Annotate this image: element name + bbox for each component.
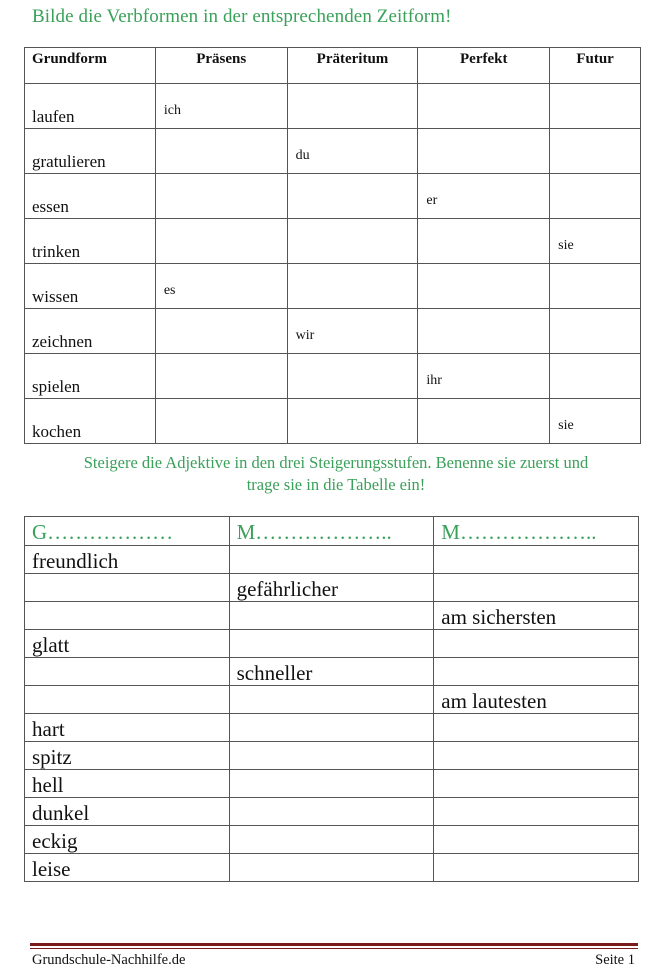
adjective-cell bbox=[229, 686, 434, 714]
adjective-task-title-line1: Steigere die Adjektive in den drei Steigerungsstufen. Benenne sie zuerst und bbox=[83, 453, 589, 472]
adjective-table bbox=[24, 516, 639, 882]
adjective-cell bbox=[434, 770, 639, 798]
adjective-task-title-line2: trage sie in die Tabelle ein! bbox=[246, 475, 426, 494]
verb-row bbox=[25, 129, 641, 174]
verb-row bbox=[25, 309, 641, 354]
adjective-cell: hart bbox=[25, 714, 230, 742]
adjective-row bbox=[25, 686, 639, 714]
verb-pronoun: wir bbox=[295, 328, 315, 343]
header-mittelstufe: M……………….. bbox=[229, 517, 434, 546]
adjective-row bbox=[25, 630, 639, 658]
verb-row bbox=[25, 354, 641, 399]
verb-answer-cell bbox=[155, 219, 287, 264]
verb-pronoun: es bbox=[163, 283, 176, 298]
footer-rule-thick bbox=[30, 943, 638, 946]
adjective-cell bbox=[229, 714, 434, 742]
adjective-cell bbox=[434, 630, 639, 658]
verb-answer-cell bbox=[550, 84, 641, 129]
verb-pronoun: er bbox=[426, 193, 438, 208]
verb-base-form: zeichnen bbox=[25, 309, 156, 354]
adjective-cell bbox=[229, 742, 434, 770]
verb-answer-cell bbox=[287, 174, 418, 219]
adjective-cell: schneller bbox=[229, 658, 434, 686]
adjective-cell bbox=[434, 854, 639, 882]
verb-base-form: kochen bbox=[25, 399, 156, 444]
adjective-row bbox=[25, 770, 639, 798]
verb-row bbox=[25, 264, 641, 309]
verb-answer-cell bbox=[155, 129, 287, 174]
adjective-row bbox=[25, 798, 639, 826]
verb-answer-cell bbox=[155, 354, 287, 399]
adjective-cell bbox=[25, 658, 230, 686]
adjective-row bbox=[25, 658, 639, 686]
verb-base-form: gratulieren bbox=[25, 129, 156, 174]
verb-row bbox=[25, 399, 641, 444]
verb-base-form: essen bbox=[25, 174, 156, 219]
adjective-cell: dunkel bbox=[25, 798, 230, 826]
adjective-cell bbox=[229, 546, 434, 574]
verb-pronoun: ihr bbox=[426, 373, 442, 388]
verb-answer-cell bbox=[418, 219, 550, 264]
adjective-task-title bbox=[30, 452, 642, 496]
adjective-row bbox=[25, 602, 639, 630]
verb-answer-cell bbox=[418, 399, 550, 444]
verb-answer-cell bbox=[550, 219, 641, 264]
verb-answer-cell bbox=[287, 354, 418, 399]
adjective-cell bbox=[434, 546, 639, 574]
verb-table bbox=[24, 47, 641, 444]
adjective-cell: leise bbox=[25, 854, 230, 882]
adjective-cell bbox=[434, 658, 639, 686]
adjective-cell bbox=[25, 574, 230, 602]
adjective-cell: am sichersten bbox=[434, 602, 639, 630]
adjective-cell bbox=[434, 798, 639, 826]
adjective-cell bbox=[25, 686, 230, 714]
verb-answer-cell bbox=[550, 354, 641, 399]
footer-page-number: Seite 1 bbox=[595, 952, 635, 968]
verb-table-header-row bbox=[25, 48, 641, 84]
header-praesens: Präsens bbox=[155, 48, 287, 84]
adjective-row bbox=[25, 714, 639, 742]
adjective-cell: spitz bbox=[25, 742, 230, 770]
verb-answer-cell bbox=[550, 264, 641, 309]
verb-row bbox=[25, 174, 641, 219]
verb-answer-cell bbox=[287, 309, 418, 354]
verb-base-form: laufen bbox=[25, 84, 156, 129]
adjective-cell bbox=[229, 630, 434, 658]
verb-base-form: spielen bbox=[25, 354, 156, 399]
verb-answer-cell bbox=[155, 174, 287, 219]
adjective-cell: am lautesten bbox=[434, 686, 639, 714]
adjective-cell bbox=[229, 826, 434, 854]
verb-row bbox=[25, 219, 641, 264]
verb-pronoun: sie bbox=[558, 238, 574, 253]
header-perfekt: Perfekt bbox=[418, 48, 550, 84]
verb-answer-cell bbox=[550, 174, 641, 219]
verb-answer-cell bbox=[550, 129, 641, 174]
verb-base-form: wissen bbox=[25, 264, 156, 309]
header-grundform: Grundform bbox=[25, 48, 156, 84]
verb-answer-cell bbox=[287, 264, 418, 309]
adjective-row bbox=[25, 742, 639, 770]
adjective-row bbox=[25, 574, 639, 602]
verb-answer-cell bbox=[287, 84, 418, 129]
header-meiststufe: M……………….. bbox=[434, 517, 639, 546]
verb-row bbox=[25, 84, 641, 129]
verb-answer-cell bbox=[287, 219, 418, 264]
verb-answer-cell bbox=[418, 354, 550, 399]
verb-answer-cell bbox=[418, 309, 550, 354]
footer-rule-thin bbox=[30, 948, 638, 949]
adjective-cell bbox=[434, 714, 639, 742]
verb-answer-cell bbox=[418, 84, 550, 129]
verb-base-form: trinken bbox=[25, 219, 156, 264]
adjective-cell bbox=[434, 574, 639, 602]
verb-answer-cell bbox=[155, 399, 287, 444]
verb-answer-cell bbox=[287, 399, 418, 444]
adjective-cell: hell bbox=[25, 770, 230, 798]
adjective-row bbox=[25, 826, 639, 854]
adjective-cell bbox=[229, 854, 434, 882]
adjective-row bbox=[25, 854, 639, 882]
verb-answer-cell bbox=[418, 264, 550, 309]
verb-answer-cell bbox=[418, 174, 550, 219]
adjective-cell: glatt bbox=[25, 630, 230, 658]
verb-task-title: Bilde die Verbformen in der entsprechenden Zeitform! bbox=[32, 6, 452, 27]
header-grundstufe: G……………… bbox=[25, 517, 230, 546]
adjective-cell bbox=[25, 602, 230, 630]
adjective-cell: freundlich bbox=[25, 546, 230, 574]
verb-answer-cell bbox=[155, 264, 287, 309]
verb-answer-cell bbox=[550, 399, 641, 444]
header-futur: Futur bbox=[550, 48, 641, 84]
verb-pronoun: du bbox=[295, 148, 310, 163]
verb-answer-cell bbox=[287, 129, 418, 174]
adjective-cell bbox=[434, 742, 639, 770]
adjective-cell bbox=[434, 826, 639, 854]
adjective-table-header-row bbox=[25, 517, 639, 546]
adjective-cell: gefährlicher bbox=[229, 574, 434, 602]
verb-answer-cell bbox=[418, 129, 550, 174]
verb-answer-cell bbox=[155, 309, 287, 354]
adjective-row bbox=[25, 546, 639, 574]
verb-pronoun: ich bbox=[163, 103, 181, 118]
verb-answer-cell bbox=[550, 309, 641, 354]
adjective-cell bbox=[229, 798, 434, 826]
adjective-cell bbox=[229, 770, 434, 798]
header-praeteritum: Präteritum bbox=[287, 48, 418, 84]
verb-answer-cell bbox=[155, 84, 287, 129]
adjective-cell bbox=[229, 602, 434, 630]
adjective-cell: eckig bbox=[25, 826, 230, 854]
verb-pronoun: sie bbox=[558, 418, 574, 433]
footer-site-name: Grundschule-Nachhilfe.de bbox=[32, 952, 186, 968]
